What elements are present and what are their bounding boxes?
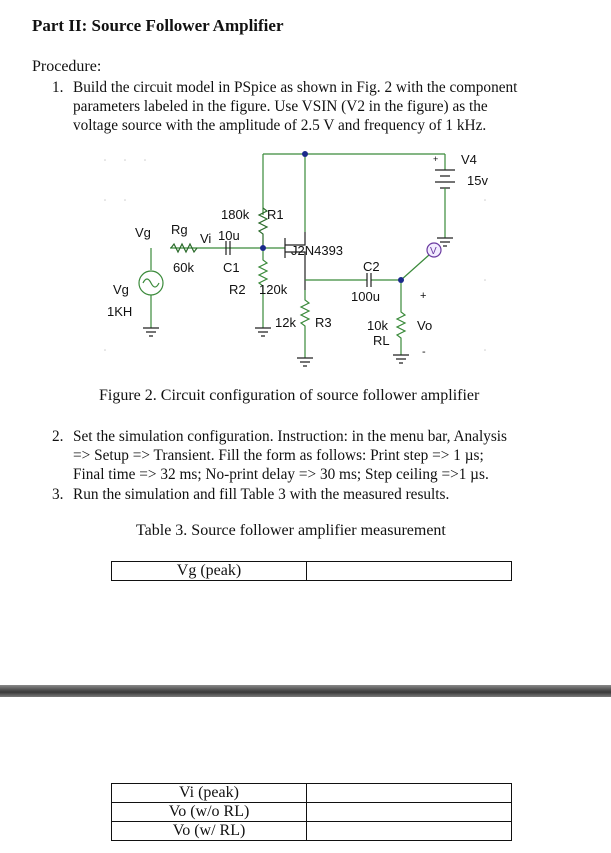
vg-node-label: Vg	[135, 225, 151, 240]
r1-value-label: 180k	[221, 207, 250, 222]
table-label-cell: Vo (w/ RL)	[112, 822, 307, 841]
step-text: Run the simulation and fill Table 3 with the measured results.	[73, 486, 450, 503]
table-value-cell[interactable]	[307, 803, 512, 822]
circuit-figure	[95, 140, 515, 375]
vo-label: Vo	[417, 318, 433, 333]
table-label-cell: Vg (peak)	[112, 562, 307, 581]
page-divider	[0, 685, 611, 697]
r1-name-label: R1	[267, 207, 284, 222]
table-value-cell[interactable]	[307, 562, 512, 581]
r3-value-label: 12k	[275, 315, 296, 330]
step-text-line: Final time => 32 ms; No-print delay => 30 ms; Step ceiling =>1 µs.	[73, 466, 489, 483]
step-text-line: => Setup => Transient. Fill the form as follows: Print step => 1 µs;	[73, 447, 484, 464]
v4-name-label: V4	[461, 152, 477, 167]
procedure-label: Procedure:	[32, 58, 102, 75]
section-heading: Part II: Source Follower Amplifier	[32, 16, 284, 35]
c1-name-label: C1	[223, 260, 240, 275]
rg-value-label: 60k	[173, 260, 194, 275]
measurement-table-bottom	[111, 783, 512, 841]
step-number: 3.	[52, 486, 64, 503]
step-text-line: voltage source with the amplitude of 2.5 V and frequency of 1 kHz.	[73, 117, 487, 134]
rl-value-label: 10k	[367, 318, 388, 333]
step-number: 2.	[52, 428, 64, 445]
table-caption: Table 3. Source follower amplifier measurement	[136, 522, 446, 539]
step-number: 1.	[52, 79, 64, 96]
table-value-cell[interactable]	[307, 822, 512, 841]
vo-plus-label: +	[420, 290, 427, 302]
table-value-cell[interactable]	[307, 784, 512, 803]
c2-value-label: 100u	[351, 289, 380, 304]
vo-minus-label: -	[422, 346, 426, 358]
r3-name-label: R3	[315, 315, 332, 330]
table-row	[112, 803, 512, 822]
rl-name-label: RL	[373, 333, 390, 348]
step-text-line: parameters labeled in the figure. Use VSIN (V2 in the figure) as the	[73, 98, 488, 115]
measurement-table-top	[111, 561, 512, 581]
table-row	[112, 822, 512, 841]
figure-caption: Figure 2. Circuit configuration of source follower amplifier	[99, 387, 480, 404]
v4-plus-label: +	[433, 154, 439, 164]
vi-node-label: Vi	[200, 231, 212, 246]
source-freq-label: 1KH	[107, 304, 133, 319]
v4-value-label: 15v	[467, 173, 488, 188]
jfet-label: J2N4393	[291, 243, 344, 258]
rg-name-label: Rg	[171, 222, 188, 237]
source-name-label: Vg	[113, 282, 129, 297]
voltmeter-icon: V	[430, 246, 437, 257]
c1-value-label: 10u	[218, 228, 240, 243]
table-row	[112, 562, 512, 581]
step-text-line: Build the circuit model in PSpice as shown in Fig. 2 with the component	[73, 79, 518, 96]
c2-name-label: C2	[363, 259, 380, 274]
r2-name-label: R2	[229, 282, 246, 297]
table-label-cell: Vi (peak)	[112, 784, 307, 803]
table-row	[112, 784, 512, 803]
r2-value-label: 120k	[259, 282, 288, 297]
table-label-cell: Vo (w/o RL)	[112, 803, 307, 822]
step-text-line: Set the simulation configuration. Instruction: in the menu bar, Analysis	[73, 428, 508, 445]
